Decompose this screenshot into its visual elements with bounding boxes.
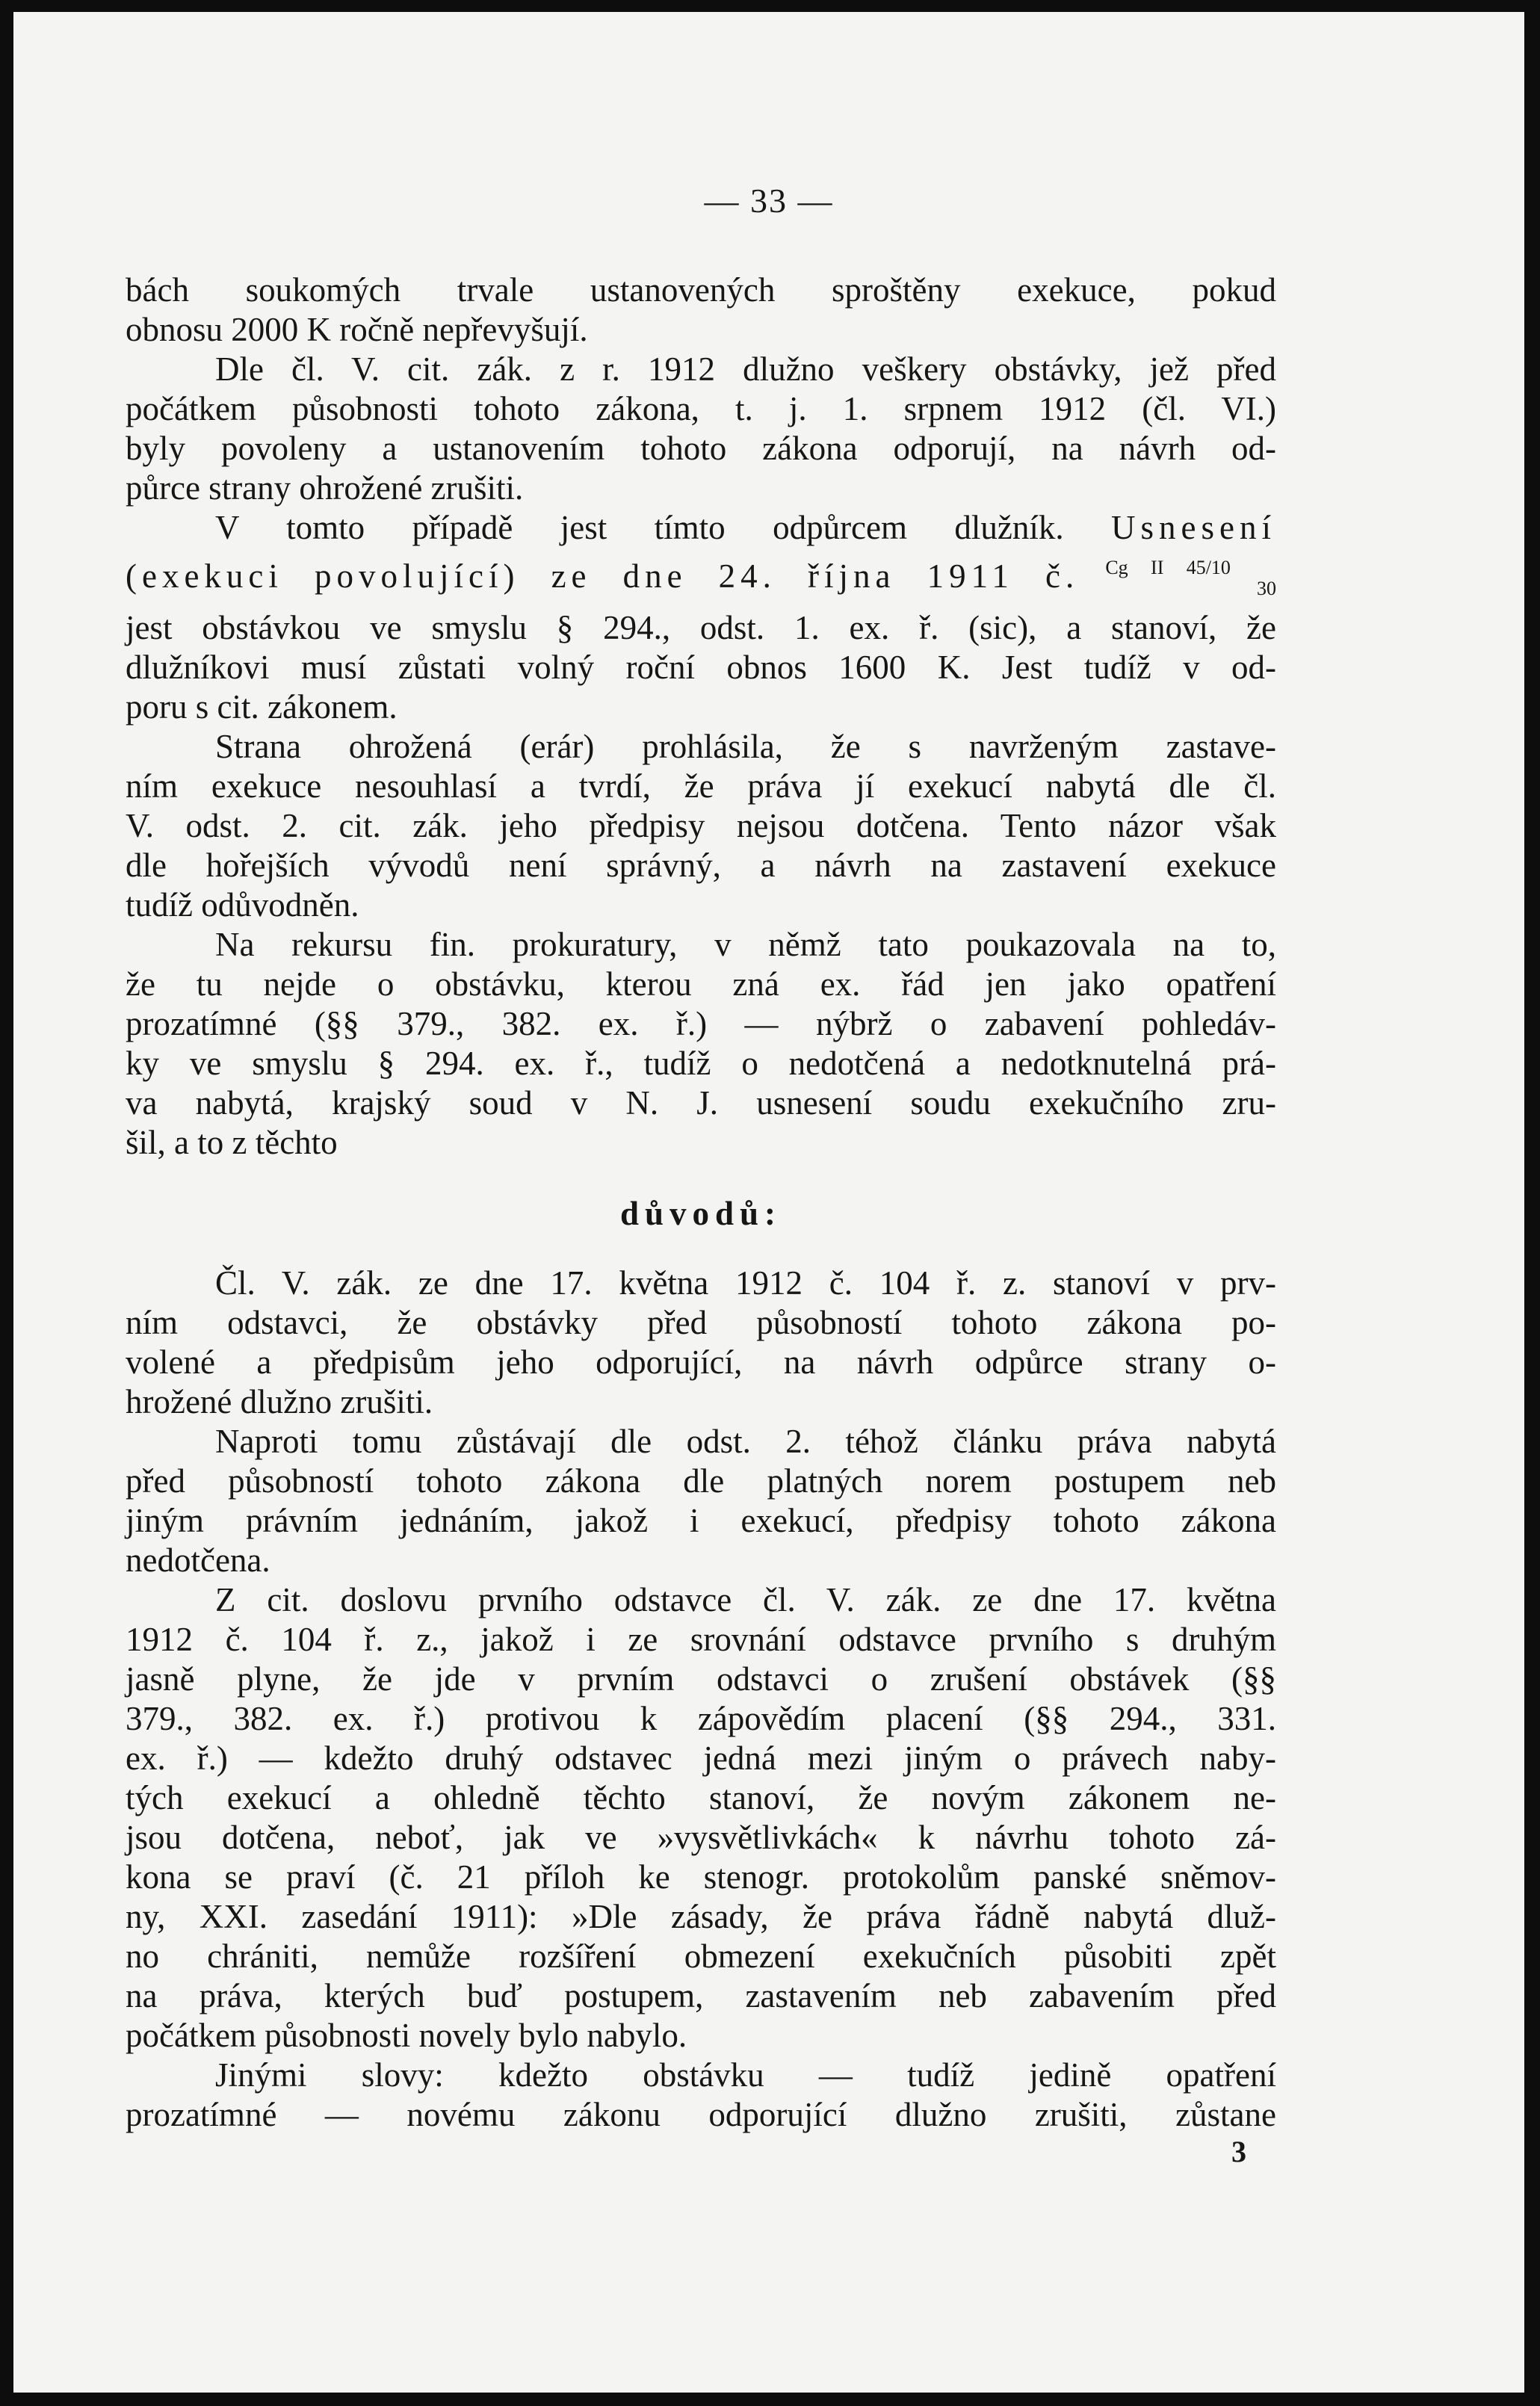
text-line: že tu nejde o obstávku, kterou zná ex. řád jen jako opatření — [126, 965, 1276, 1003]
text-line: tudíž odůvodněn. — [126, 886, 359, 924]
text-line: volené a předpisům jeho odporující, na návrh odpůrce strany o- — [126, 1343, 1276, 1381]
text-line: ním exekuce nesouhlasí a tvrdí, že práva jí exekucí nabytá dle čl. — [126, 767, 1276, 805]
text-line: bách soukomých trvale ustanovených sproštěny exekuce, pokud — [126, 271, 1276, 309]
file-reference-fraction — [1105, 557, 1277, 599]
text-line: byly povoleny a ustanovením tohoto zákona odporují, na návrh od- — [126, 430, 1276, 467]
text-line: Na rekursu fin. prokuratury, v němž tato poukazovala na to, — [215, 926, 1276, 963]
text-line: 1912 č. 104 ř. z., jakož i ze srovnání odstavce prvního s druhým — [126, 1621, 1276, 1658]
text-line: půrce strany ohrožené zrušiti. — [126, 469, 524, 507]
text-line: kona se praví (č. 21 příloh ke stenogr. protokolům panské sněmov- — [126, 1858, 1276, 1896]
text-line: V. odst. 2. cit. zák. jeho předpisy nejsou dotčena. Tento názor však — [126, 807, 1276, 844]
text-line: Naproti tomu zůstávají dle odst. 2. téhož článku práva nabytá — [215, 1423, 1276, 1460]
text-line: Z cit. doslovu prvního odstavce čl. V. zák. ze dne 17. května — [215, 1581, 1276, 1618]
text-line: ex. ř.) — kdežto druhý odstavec jedná mezi jiným o právech naby- — [126, 1739, 1276, 1777]
text-line: no chrániti, nemůže rozšíření obmezení exekučních působiti zpět — [126, 1938, 1276, 1975]
text-line: ky ve smyslu § 294. ex. ř., tudíž o nedotčená a nedotknutelná prá- — [126, 1045, 1276, 1082]
text-line: hrožené dlužno zrušiti. — [126, 1383, 433, 1420]
text-line: na práva, kterých buď postupem, zastavením neb zabavením před — [126, 1977, 1276, 2014]
text-line: jsou dotčena, neboť, jak ve »vysvětlivkách« k návrhu tohoto zá- — [126, 1819, 1276, 1856]
body-text — [126, 270, 1276, 2135]
text-line: prozatímné — novému zákonu odporující dlužno zrušiti, zůstane — [126, 2096, 1276, 2133]
text-line: dlužníkovi musí zůstati volný roční obnos 1600 K. Jest tudíž v od- — [126, 649, 1276, 686]
page-number-header: — 33 — — [704, 182, 834, 220]
text-line: tých exekucí a ohledně těchto stanoví, že novým zákonem ne- — [126, 1779, 1276, 1816]
text-line — [126, 548, 1276, 608]
text-line: 379., 382. ex. ř.) protivou k zápovědím placení (§§ 294., 331. — [126, 1700, 1276, 1737]
signature-mark: 3 — [1231, 2135, 1246, 2168]
text-line: počátkem působnosti tohoto zákona, t. j. 1. srpnem 1912 (čl. VI.) — [126, 390, 1276, 427]
text-line: dle hořejších vývodů není správný, a návrh na zastavení exekuce — [126, 847, 1276, 884]
text-line: poru s cit. zákonem. — [126, 688, 398, 726]
text-line: šil, a to z těchto — [126, 1124, 338, 1161]
text-line: Čl. V. zák. ze dne 17. května 1912 č. 104 ř. z. stanoví v prv- — [215, 1264, 1276, 1302]
document-page — [13, 12, 1524, 2393]
text-line: před působností tohoto zákona dle platných norem postupem neb — [126, 1462, 1276, 1500]
section-heading: důvodů: — [619, 1195, 782, 1232]
text-line — [126, 508, 1276, 548]
text-line: ním odstavci, že obstávky před působností tohoto zákona po- — [126, 1304, 1276, 1341]
text-line: počátkem působnosti novely bylo nabylo. — [126, 2017, 687, 2054]
fraction-denominator: 30 — [1257, 578, 1277, 599]
text-line: obnosu 2000 K ročně nepřevyšují. — [126, 311, 588, 348]
spaced-text: (exekuci povolující) ze dne 24. října 1911 č. — [126, 557, 1080, 595]
text-line: jest obstávkou ve smyslu § 294., odst. 1. ex. ř. (sic), a stanoví, že — [126, 609, 1276, 646]
text-line: va nabytá, krajský soud v N. J. usnesení soudu exekučního zru- — [126, 1084, 1276, 1122]
text-line: prozatímné (§§ 379., 382. ex. ř.) — nýbrž o zabavení pohledáv- — [126, 1005, 1276, 1042]
text-segment: V tomto případě jest tímto odpůrcem dlužník. — [215, 509, 1112, 546]
text-line: nedotčena. — [126, 1541, 270, 1579]
text-line: Strana ohrožená (erár) prohlásila, že s navrženým zastave- — [215, 728, 1276, 765]
text-line: Dle čl. V. cit. zák. z r. 1912 dlužno veškery obstávky, jež před — [215, 350, 1276, 388]
text-line: Jinými slovy: kdežto obstávku — tudíž jedině opatření — [215, 2056, 1276, 2094]
text-line: ny, XXI. zasedání 1911): »Dle zásady, že práva řádně nabytá dluž- — [126, 1898, 1276, 1935]
spaced-text: Usnesení — [1111, 509, 1276, 546]
text-line: jiným právním jednáním, jakož i exekucí, předpisy tohoto zákona — [126, 1502, 1276, 1539]
text-line: jasně plyne, že jde v prvním odstavci o zrušení obstávek (§§ — [126, 1660, 1276, 1698]
fraction-numerator: Cg II 45/10 — [1105, 557, 1231, 578]
